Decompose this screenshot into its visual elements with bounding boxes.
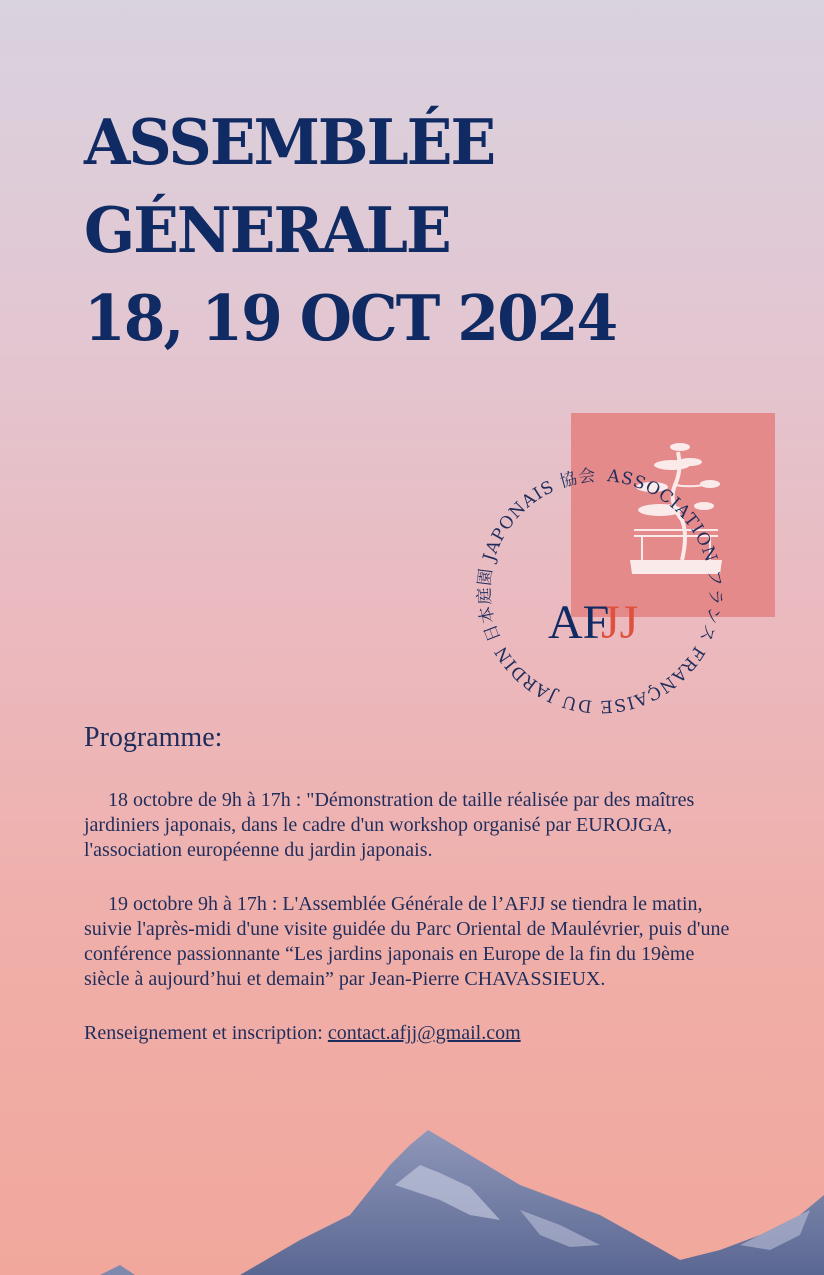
event-title <box>84 98 616 362</box>
title-line-1: ASSEMBLÉE <box>84 105 495 179</box>
programme-day-1: 18 octobre de 9h à 17h : "Démonstration de taille réalisée par des maîtres jardiniers japonais, dans le cadre d'un workshop organisé par EUROJGA, l'association européenne du jardin japonais. <box>84 789 695 861</box>
contact-line <box>84 1021 734 1046</box>
logo-initials-jj: JJ <box>601 596 639 649</box>
afjj-logo <box>420 410 780 770</box>
programme-text <box>84 788 734 1075</box>
mountain-range <box>0 1125 824 1275</box>
contact-email-link[interactable]: contact.afjj@gmail.com <box>327 1022 521 1044</box>
logo-initials-af: AF <box>548 596 610 649</box>
title-date: 18, 19 OCT 2024 <box>84 281 617 355</box>
programme-day-2: 19 octobre 9h à 17h : L'Assemblée Générale de l’AFJJ se tiendra le matin, suivie l'après-midi d'une visite guidée du Parc Oriental de Maulévrier, puis d'une conférence passionnante “Les jardins japonais en Europe de la fin du 19ème siècle à aujourd’hui et demain” par Jean-Pierre CHAVASSIEUX. <box>84 893 730 990</box>
logo-ring-text: ASSOCIATION フランス FRANÇAISE DU JARDIN 日本庭園 JAPONAIS 協会 <box>474 465 726 717</box>
title-line-2: GÉNERALE <box>84 193 450 267</box>
contact-label: Renseignement et inscription: <box>84 1022 328 1044</box>
programme-heading: Programme: <box>84 722 223 753</box>
